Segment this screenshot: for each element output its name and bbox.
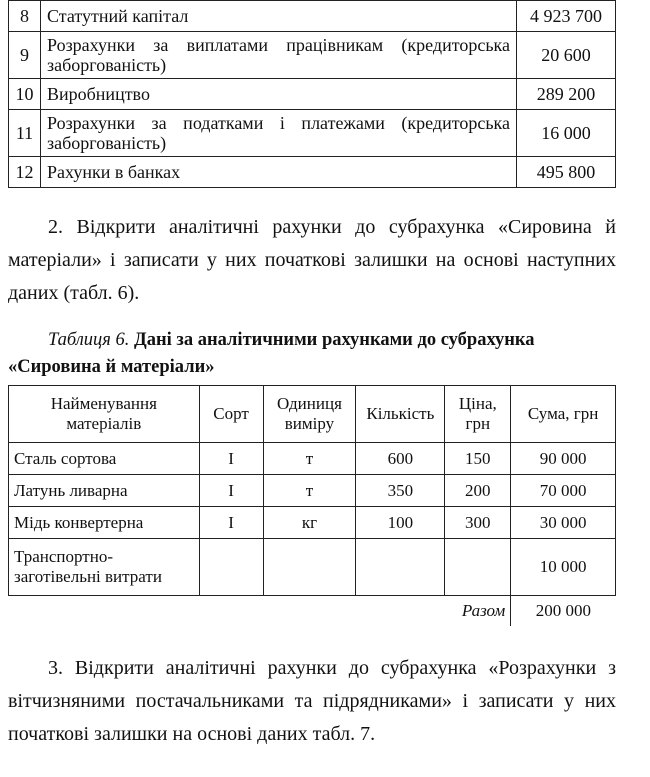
row-account-name: Рахунки в банках (41, 157, 517, 188)
paragraph-task-3: 3. Відкрити аналітичні рахунки до субрахунка «Розрахунки з вітчизняними постачальниками та підрядниками» і записати у них початкові залишки на основі даних табл. 7. (8, 657, 616, 745)
total-value: 200 000 (535, 601, 591, 620)
table-header-row (9, 386, 616, 443)
cell-price: 200 (445, 475, 511, 507)
cell-quantity: 100 (356, 507, 445, 539)
row-number: 11 (9, 110, 41, 157)
cell-quantity: 600 (356, 443, 445, 475)
row-amount: 4 923 700 (517, 1, 616, 32)
cell-sum: 10 000 (511, 539, 616, 596)
header-material-name: Найменування матеріалів (9, 386, 200, 443)
cell-unit (263, 539, 356, 596)
cell-unit: т (263, 443, 356, 475)
header-quantity: Кількість (356, 386, 445, 443)
header-unit: Одиниця виміру (263, 386, 356, 443)
table-row (9, 539, 616, 596)
table-6-caption (8, 327, 616, 381)
row-amount: 495 800 (517, 157, 616, 188)
cell-grade: I (199, 507, 263, 539)
cell-material-name: Сталь сортова (9, 443, 200, 475)
cell-grade (199, 539, 263, 596)
cell-price: 150 (445, 443, 511, 475)
row-account-name: Розрахунки за податками і платежами (кредиторська заборгованість) (41, 110, 517, 157)
paragraph-task-2: 2. Відкрити аналітичні рахунки до субрахунка «Сировина й матеріали» і записати у них початкові залишки на основі наступних даних (табл. 6). (8, 216, 616, 304)
row-number: 12 (9, 157, 41, 188)
total-label: Разом (9, 596, 511, 627)
table-row (9, 79, 616, 110)
table-6 (8, 385, 616, 626)
header-sum: Сума, грн (511, 386, 616, 443)
cell-price: 300 (445, 507, 511, 539)
header-grade: Сорт (199, 386, 263, 443)
table-row (9, 475, 616, 507)
cell-sum: 70 000 (511, 475, 616, 507)
row-amount: 20 600 (517, 32, 616, 79)
row-amount: 289 200 (517, 79, 616, 110)
row-number: 9 (9, 32, 41, 79)
table-row (9, 443, 616, 475)
table-row (9, 32, 616, 79)
cell-grade: I (199, 443, 263, 475)
row-amount: 16 000 (517, 110, 616, 157)
row-account-name: Виробництво (41, 79, 517, 110)
row-number: 8 (9, 1, 41, 32)
cell-sum: 30 000 (511, 507, 616, 539)
row-account-name: Статутний капітал (41, 1, 517, 32)
cell-material-name: Латунь ливарна (9, 475, 200, 507)
table-5-continued (8, 0, 616, 188)
cell-grade: I (199, 475, 263, 507)
cell-material-name: Транспортно-заготівельні витрати (9, 539, 200, 596)
caption-label: Таблиця 6. (48, 330, 130, 350)
caption-title: Дані за аналітичними рахунками до субрахунка «Сировина й матеріали» (8, 330, 535, 377)
cell-quantity: 350 (356, 475, 445, 507)
cell-material-name: Мідь конвертерна (9, 507, 200, 539)
header-price: Ціна, грн (445, 386, 511, 443)
row-account-name: Розрахунки за виплатами працівникам (кредиторська заборгованість) (41, 32, 517, 79)
table-row (9, 507, 616, 539)
table-row (9, 1, 616, 32)
cell-unit: кг (263, 507, 356, 539)
table-row (9, 157, 616, 188)
cell-price (445, 539, 511, 596)
cell-sum: 90 000 (511, 443, 616, 475)
table-total-row (9, 596, 616, 627)
cell-quantity (356, 539, 445, 596)
table-row (9, 110, 616, 157)
cell-unit: т (263, 475, 356, 507)
row-number: 10 (9, 79, 41, 110)
